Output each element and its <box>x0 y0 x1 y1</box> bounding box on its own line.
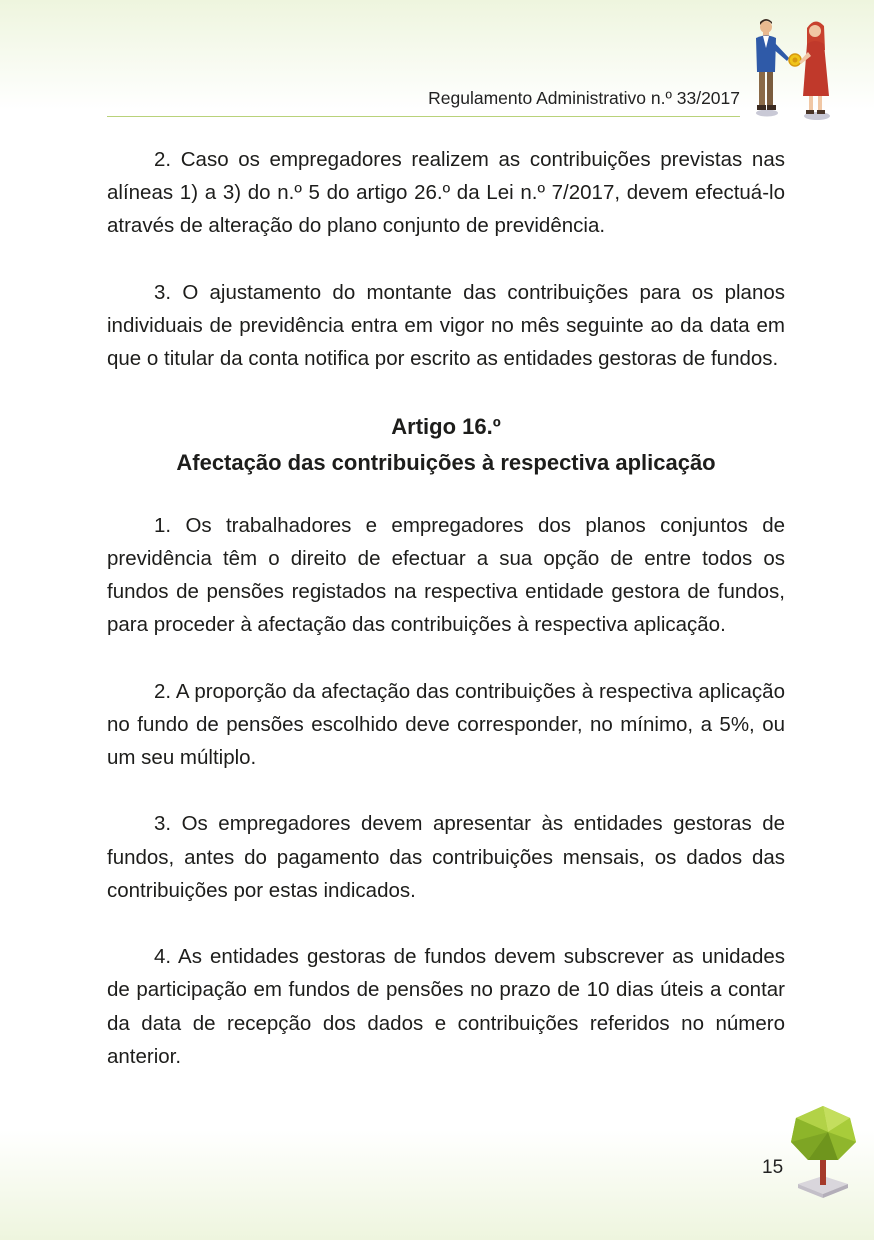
article-heading <box>107 409 785 481</box>
page-number: 15 <box>762 1157 784 1178</box>
paragraph: 3. Os empregadores devem apresentar às entidades gestoras de fundos, antes do pagamento das contribuições mensais, os dados das contribuições por estas indicados. <box>107 812 785 902</box>
document-running-header: Regulamento Administrativo n.º 33/2017 <box>428 88 740 108</box>
article-number: Artigo 16.º <box>391 413 501 439</box>
paragraph: 3. O ajustamento do montante das contribuições para os planos individuais de previdência entra em vigor no mês seguinte ao da data em que o titular da conta notifica por escrito as entidades gestoras de fundos. <box>107 280 785 371</box>
header-divider <box>107 116 740 117</box>
two-people-exchanging-coin-icon <box>745 16 845 124</box>
paragraph: 2. A proporção da afectação das contribuições à respectiva aplicação no fundo de pensões escolhido deve corresponder, no mínimo, a 5%, ou um seu múltiplo. <box>107 679 785 769</box>
paragraph: 1. Os trabalhadores e empregadores dos planos conjuntos de previdência têm o direito de efectuar a sua opção de entre todos os fundos de pensões registados na respectiva entidade gestora de fundos, para proceder à afectação das contribuições à respectiva aplicação. <box>107 513 785 637</box>
paragraph: 2. Caso os empregadores realizem as contribuições previstas nas alíneas 1) a 3) do n.º 5 do artigo 26.º da Lei n.º 7/2017, devem efectuá-lo através de alteração do plano conjunto de previdência. <box>107 148 785 238</box>
tree-icon <box>788 1102 858 1198</box>
article-title: Afectação das contribuições à respectiva aplicação <box>176 449 716 475</box>
page-content <box>107 143 785 1073</box>
paragraph: 4. As entidades gestoras de fundos devem subscrever as unidades de participação em fundos de pensões no prazo de 10 dias úteis a contar da data de recepção dos dados e contribuições referidos no número anterior. <box>107 945 785 1068</box>
